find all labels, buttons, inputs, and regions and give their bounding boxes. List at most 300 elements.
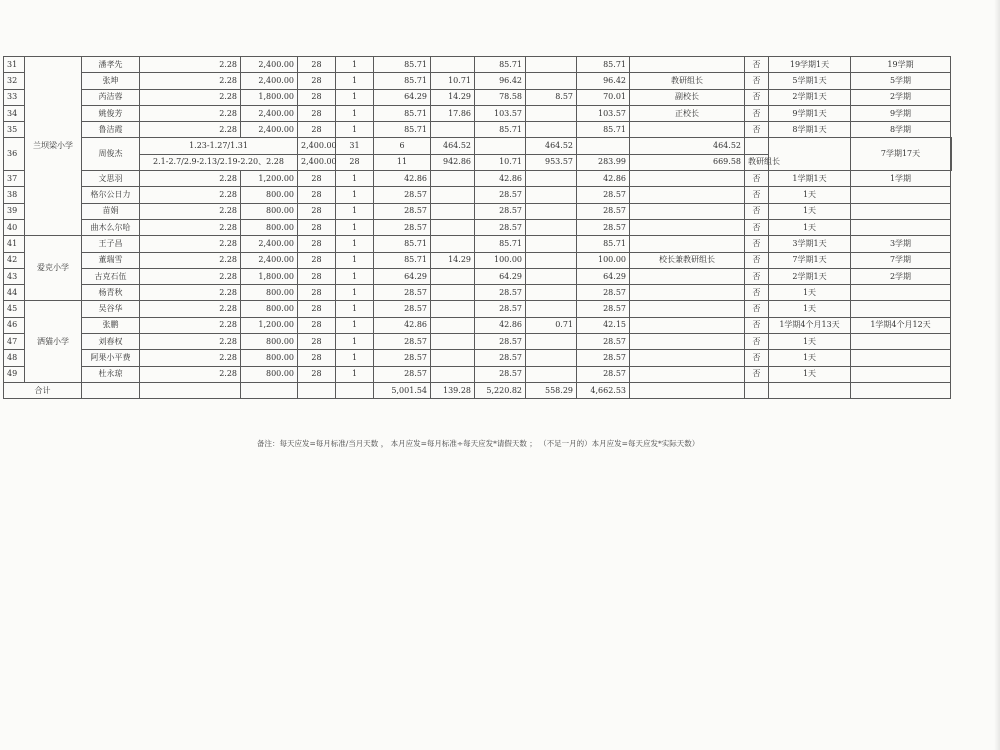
amount-base: 85.71	[374, 236, 431, 252]
empty-cell	[298, 382, 336, 398]
flag: 否	[745, 187, 769, 203]
amount-due: 28.57	[475, 334, 526, 350]
month-days: 28	[298, 350, 336, 366]
amount-due: 464.52	[526, 138, 577, 154]
amount-due: 85.71	[475, 57, 526, 73]
row-number: 31	[4, 57, 25, 73]
teacher-name: 张鹏	[82, 317, 140, 333]
empty-cell	[241, 382, 298, 398]
monthly-standard: 1,800.00	[241, 268, 298, 284]
monthly-standard: 2,400.00	[241, 105, 298, 121]
amount-base: 28.57	[374, 301, 431, 317]
service-terms	[851, 187, 951, 203]
monthly-standard: 800.00	[241, 334, 298, 350]
monthly-standard: 2,400.00	[241, 122, 298, 138]
amount-paid: 103.57	[577, 105, 630, 121]
actual-days: 6	[374, 138, 431, 154]
actual-days: 1	[336, 89, 374, 105]
service-duration: 1学期1天	[769, 171, 851, 187]
service-terms: 8学期	[851, 122, 951, 138]
amount-extra	[475, 138, 526, 154]
amount-extra	[431, 236, 475, 252]
amount-deduct	[526, 122, 577, 138]
row-number: 33	[4, 89, 25, 105]
amount-extra	[431, 366, 475, 382]
table-row	[4, 219, 952, 235]
table-row	[4, 171, 952, 187]
flag: 否	[745, 219, 769, 235]
month-days: 28	[298, 203, 336, 219]
amount-base: 28.57	[374, 187, 431, 203]
flag: 否	[745, 366, 769, 382]
flag: 否	[745, 301, 769, 317]
amount-paid: 64.29	[577, 268, 630, 284]
amount-base: 28.57	[374, 350, 431, 366]
daily-rate: 2.28	[140, 57, 241, 73]
row-number: 43	[4, 268, 25, 284]
row-number: 44	[4, 285, 25, 301]
month-days: 28	[298, 57, 336, 73]
position	[630, 317, 745, 333]
amount-deduct	[526, 252, 577, 268]
monthly-standard: 1,200.00	[241, 317, 298, 333]
amount-paid: 28.57	[577, 350, 630, 366]
service-duration: 8学期1天	[769, 122, 851, 138]
amount-paid: 85.71	[577, 236, 630, 252]
month-days: 28	[336, 154, 374, 170]
monthly-standard: 2,400.00	[241, 252, 298, 268]
amount-due: 28.57	[475, 203, 526, 219]
amount-base: 942.86	[431, 154, 475, 170]
actual-days: 1	[336, 105, 374, 121]
amount-extra: 14.29	[431, 89, 475, 105]
empty-cell	[769, 382, 851, 398]
amount-extra	[431, 219, 475, 235]
flag: 否	[745, 268, 769, 284]
service-duration: 1天	[769, 285, 851, 301]
table-row	[4, 317, 952, 333]
teacher-name: 刘春权	[82, 334, 140, 350]
position: 副校长	[630, 89, 745, 105]
amount-due: 28.57	[475, 301, 526, 317]
monthly-standard: 2,400.00	[241, 73, 298, 89]
month-days: 28	[298, 105, 336, 121]
amount-due: 85.71	[475, 236, 526, 252]
total-label: 合计	[4, 382, 82, 398]
footnote: 备注：每天应发=每月标准/当月天数 ， 本月应发=每月标准÷每天应发*请假天数 ； （不足一月的）本月应发=每天应发*实际天数）	[257, 439, 700, 448]
month-days: 28	[298, 89, 336, 105]
table-body	[4, 57, 952, 399]
flag: 否	[745, 122, 769, 138]
empty-cell	[630, 382, 745, 398]
service-terms	[851, 203, 951, 219]
amount-paid: 28.57	[577, 203, 630, 219]
daily-rate: 2.28	[140, 252, 241, 268]
actual-days: 1	[336, 252, 374, 268]
school-name: 洒猫小学	[25, 301, 82, 382]
teacher-name: 张坤	[82, 73, 140, 89]
amount-due: 64.29	[475, 268, 526, 284]
amount-extra	[431, 301, 475, 317]
monthly-standard: 2,400.00	[298, 154, 336, 170]
school-name: 爱克小学	[25, 236, 82, 301]
service-duration: 1天	[769, 203, 851, 219]
service-duration: 3学期1天	[769, 236, 851, 252]
service-terms	[851, 350, 951, 366]
row-number: 40	[4, 219, 25, 235]
flag: 否	[745, 317, 769, 333]
position: 教研组长	[745, 154, 769, 170]
month-days: 28	[298, 317, 336, 333]
month-days: 28	[298, 285, 336, 301]
table-row	[4, 122, 952, 138]
amount-due: 78.58	[475, 89, 526, 105]
amount-paid: 28.57	[577, 187, 630, 203]
amount-base: 42.86	[374, 317, 431, 333]
amount-deduct	[526, 366, 577, 382]
service-terms: 2学期	[851, 268, 951, 284]
daily-rate: 2.28	[140, 236, 241, 252]
actual-days: 1	[336, 73, 374, 89]
table-row	[4, 138, 952, 154]
position	[630, 285, 745, 301]
monthly-standard: 1,800.00	[241, 89, 298, 105]
actual-days: 1	[336, 57, 374, 73]
daily-rate: 2.28	[140, 317, 241, 333]
amount-extra: 14.29	[431, 252, 475, 268]
row-number: 35	[4, 122, 25, 138]
amount-deduct	[526, 350, 577, 366]
service-terms: 3学期	[851, 236, 951, 252]
teacher-name: 姚俊芳	[82, 105, 140, 121]
leave-period: 1.23-1.27/1.31	[140, 138, 298, 154]
row-number: 38	[4, 187, 25, 203]
amount-base: 28.57	[374, 285, 431, 301]
daily-rate: 2.28	[140, 122, 241, 138]
amount-deduct	[526, 219, 577, 235]
amount-deduct: 283.99	[577, 154, 630, 170]
row-number: 49	[4, 366, 25, 382]
teacher-name: 阿果小平费	[82, 350, 140, 366]
amount-paid: 28.57	[577, 366, 630, 382]
service-duration: 1天	[769, 219, 851, 235]
position	[630, 122, 745, 138]
allowance-table	[3, 56, 952, 399]
amount-deduct	[526, 301, 577, 317]
row-number: 34	[4, 105, 25, 121]
position	[630, 334, 745, 350]
table-row	[4, 334, 952, 350]
service-duration: 7学期1天	[769, 252, 851, 268]
monthly-standard: 800.00	[241, 366, 298, 382]
monthly-standard: 800.00	[241, 350, 298, 366]
amount-base: 28.57	[374, 334, 431, 350]
position	[630, 268, 745, 284]
amount-paid: 70.01	[577, 89, 630, 105]
service-terms: 2学期	[851, 89, 951, 105]
daily-rate: 2.28	[140, 268, 241, 284]
service-duration: 19学期1天	[769, 57, 851, 73]
month-days: 28	[298, 301, 336, 317]
teacher-name: 周俊杰	[82, 138, 140, 171]
daily-rate: 2.28	[140, 171, 241, 187]
amount-base: 85.71	[374, 57, 431, 73]
flag: 否	[745, 57, 769, 73]
row-number: 46	[4, 317, 25, 333]
actual-days: 1	[336, 268, 374, 284]
daily-rate: 2.28	[140, 203, 241, 219]
empty-cell	[140, 382, 241, 398]
service-duration: 2学期1天	[769, 268, 851, 284]
amount-extra	[431, 350, 475, 366]
month-days: 28	[298, 171, 336, 187]
service-duration: 1天	[769, 301, 851, 317]
amount-due: 28.57	[475, 350, 526, 366]
daily-rate: 2.28	[140, 350, 241, 366]
month-days: 28	[298, 219, 336, 235]
actual-days: 1	[336, 187, 374, 203]
empty-cell	[851, 382, 951, 398]
row-number: 42	[4, 252, 25, 268]
monthly-standard: 800.00	[241, 203, 298, 219]
flag: 否	[745, 236, 769, 252]
row-number: 47	[4, 334, 25, 350]
service-duration: 1天	[769, 334, 851, 350]
amount-due: 42.86	[475, 317, 526, 333]
amount-extra: 17.86	[431, 105, 475, 121]
service-terms: 1学期4个月12天	[851, 317, 951, 333]
month-days: 28	[298, 236, 336, 252]
flag: 否	[745, 203, 769, 219]
table-row	[4, 203, 952, 219]
actual-days: 1	[336, 219, 374, 235]
amount-paid: 28.57	[577, 285, 630, 301]
amount-paid: 28.57	[577, 219, 630, 235]
service-duration: 1学期4个月13天	[769, 317, 851, 333]
teacher-name: 芮洁蓉	[82, 89, 140, 105]
table-row	[4, 187, 952, 203]
month-days: 28	[298, 334, 336, 350]
amount-base: 28.57	[374, 203, 431, 219]
amount-extra	[431, 171, 475, 187]
monthly-standard: 2,400.00	[241, 57, 298, 73]
amount-base: 28.57	[374, 219, 431, 235]
table-row	[4, 366, 952, 382]
daily-rate: 2.28	[140, 187, 241, 203]
empty-cell	[82, 382, 140, 398]
amount-paid: 669.58	[630, 154, 745, 170]
service-terms	[851, 366, 951, 382]
daily-rate: 2.28	[140, 301, 241, 317]
teacher-name: 格尔公日力	[82, 187, 140, 203]
service-duration: 1天	[769, 350, 851, 366]
amount-deduct: 0.71	[526, 317, 577, 333]
teacher-name: 杨青秋	[82, 285, 140, 301]
service-terms: 7学期	[851, 252, 951, 268]
teacher-name: 曲木么尔哈	[82, 219, 140, 235]
amount-extra: 10.71	[431, 73, 475, 89]
table-row	[4, 350, 952, 366]
amount-due: 28.57	[475, 366, 526, 382]
position	[630, 366, 745, 382]
table-row	[4, 301, 952, 317]
monthly-standard: 2,400.00	[241, 236, 298, 252]
service-duration: 2学期1天	[769, 89, 851, 105]
month-days: 28	[298, 73, 336, 89]
month-days: 28	[298, 252, 336, 268]
amount-paid: 85.71	[577, 122, 630, 138]
daily-rate: 2.28	[140, 73, 241, 89]
amount-deduct	[526, 334, 577, 350]
amount-base: 28.57	[374, 366, 431, 382]
amount-deduct	[526, 203, 577, 219]
amount-base: 85.71	[374, 122, 431, 138]
position	[630, 236, 745, 252]
table-row	[4, 236, 952, 252]
flag: 否	[745, 350, 769, 366]
amount-due: 85.71	[475, 122, 526, 138]
service-duration: 1天	[769, 366, 851, 382]
actual-days: 1	[336, 285, 374, 301]
service-terms	[851, 301, 951, 317]
month-days: 28	[298, 187, 336, 203]
monthly-standard: 1,200.00	[241, 171, 298, 187]
service-terms	[851, 285, 951, 301]
table-row	[4, 252, 952, 268]
month-days: 28	[298, 366, 336, 382]
position: 教研组长	[630, 73, 745, 89]
amount-deduct	[526, 187, 577, 203]
table-row	[4, 73, 952, 89]
daily-rate: 2.28	[140, 219, 241, 235]
school-name: 兰坝梁小学	[25, 57, 82, 236]
amount-deduct	[526, 285, 577, 301]
service-terms: 9学期	[851, 105, 951, 121]
amount-paid: 100.00	[577, 252, 630, 268]
service-terms: 19学期	[851, 57, 951, 73]
service-duration: 5学期1天	[769, 73, 851, 89]
actual-days: 1	[336, 317, 374, 333]
scan-edge-shadow	[994, 0, 1000, 750]
actual-days: 1	[336, 171, 374, 187]
amount-extra	[431, 285, 475, 301]
monthly-standard: 800.00	[241, 301, 298, 317]
amount-due: 103.57	[475, 105, 526, 121]
teacher-name: 文思羽	[82, 171, 140, 187]
amount-extra	[431, 268, 475, 284]
flag: 否	[745, 334, 769, 350]
service-duration: 7学期17天	[851, 138, 951, 171]
amount-base: 464.52	[431, 138, 475, 154]
amount-paid: 96.42	[577, 73, 630, 89]
amount-base: 64.29	[374, 89, 431, 105]
position	[630, 203, 745, 219]
empty-cell	[745, 382, 769, 398]
amount-paid: 28.57	[577, 334, 630, 350]
daily-rate: 2.28	[140, 89, 241, 105]
amount-deduct	[526, 73, 577, 89]
amount-extra	[431, 334, 475, 350]
service-terms	[851, 334, 951, 350]
amount-extra	[431, 57, 475, 73]
position	[630, 187, 745, 203]
amount-base: 85.71	[374, 73, 431, 89]
amount-base: 64.29	[374, 268, 431, 284]
amount-extra: 10.71	[475, 154, 526, 170]
service-terms: 1学期	[851, 171, 951, 187]
row-number: 39	[4, 203, 25, 219]
flag: 否	[745, 105, 769, 121]
month-days: 31	[336, 138, 374, 154]
leave-period: 2.1-2.7/2.9-2.13/2.19-2.20、2.28	[140, 154, 298, 170]
amount-deduct	[526, 57, 577, 73]
position	[745, 138, 769, 154]
amount-due: 953.57	[526, 154, 577, 170]
row-number: 32	[4, 73, 25, 89]
amount-deduct	[526, 171, 577, 187]
teacher-name: 苗娟	[82, 203, 140, 219]
teacher-name: 吴谷华	[82, 301, 140, 317]
row-number: 37	[4, 171, 25, 187]
amount-extra	[431, 122, 475, 138]
amount-paid: 85.71	[577, 57, 630, 73]
amount-extra	[431, 187, 475, 203]
amount-due: 96.42	[475, 73, 526, 89]
table-row	[4, 105, 952, 121]
service-terms	[951, 138, 952, 171]
daily-rate: 2.28	[140, 334, 241, 350]
amount-paid: 42.86	[577, 171, 630, 187]
amount-extra	[431, 203, 475, 219]
flag: 否	[745, 285, 769, 301]
monthly-standard: 2,400.00	[298, 138, 336, 154]
amount-base: 85.71	[374, 105, 431, 121]
table-row	[4, 285, 952, 301]
total-amount-extra: 139.28	[431, 382, 475, 398]
table-row	[4, 268, 952, 284]
actual-days: 1	[336, 301, 374, 317]
flag: 否	[745, 171, 769, 187]
teacher-name: 杜永琼	[82, 366, 140, 382]
amount-deduct	[577, 138, 630, 154]
actual-days: 1	[336, 203, 374, 219]
empty-cell	[336, 382, 374, 398]
amount-deduct	[526, 236, 577, 252]
amount-paid: 28.57	[577, 301, 630, 317]
amount-due: 28.57	[475, 219, 526, 235]
amount-deduct	[526, 105, 577, 121]
total-row	[4, 382, 952, 398]
table-row	[4, 89, 952, 105]
daily-rate: 2.28	[140, 366, 241, 382]
service-duration: 9学期1天	[769, 105, 851, 121]
actual-days: 1	[336, 236, 374, 252]
actual-days: 1	[336, 122, 374, 138]
daily-rate: 2.28	[140, 285, 241, 301]
month-days: 28	[298, 268, 336, 284]
amount-paid: 464.52	[630, 138, 745, 154]
amount-paid: 42.15	[577, 317, 630, 333]
position: 正校长	[630, 105, 745, 121]
teacher-name: 王子昌	[82, 236, 140, 252]
total-amount-due: 5,220.82	[475, 382, 526, 398]
flag: 否	[745, 73, 769, 89]
position	[630, 301, 745, 317]
month-days: 28	[298, 122, 336, 138]
position	[630, 171, 745, 187]
monthly-standard: 800.00	[241, 285, 298, 301]
actual-days: 11	[374, 154, 431, 170]
